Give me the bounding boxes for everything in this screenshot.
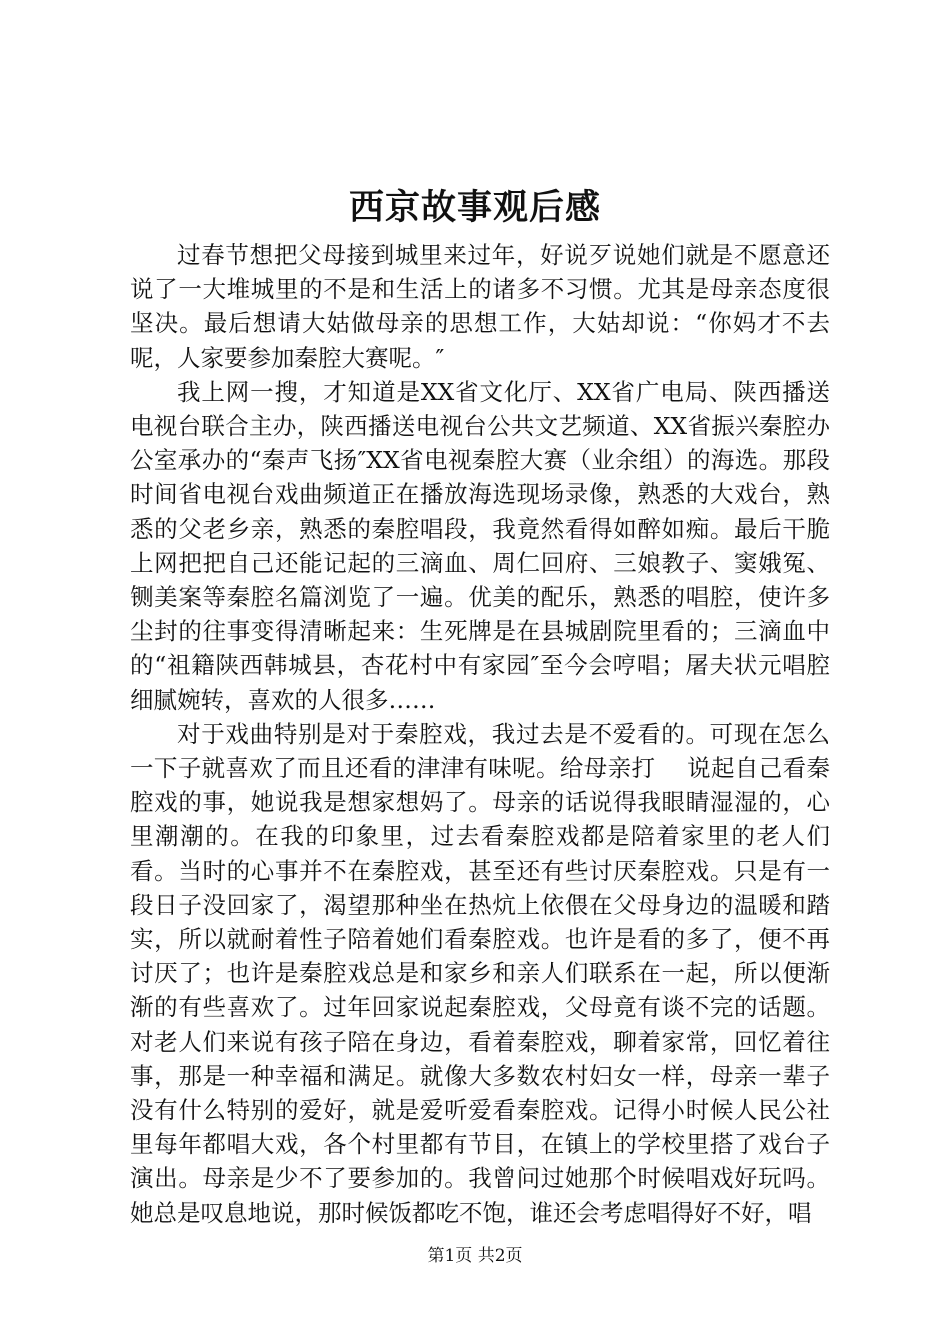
- document-body: [130, 238, 830, 1230]
- page-number: 第1页 共2页: [427, 1246, 523, 1266]
- document-title: 西京故事观后感: [348, 187, 601, 228]
- paragraph-1: 过春节想把父母接到城里来过年，好说歹说她们就是不愿意还说了一大堆城里的不是和生活上的诸多不习惯。尤其是母亲态度很坚决。最后想请大姑做母亲的思想工作，大姑却说：“你妈才不去呢，人家要参加秦腔大赛呢。″: [130, 241, 830, 372]
- paragraph-2: 我上网一搜，才知道是XX省文化厅、XX省广电局、陕西播送电视台联合主办，陕西播送电视台公共文艺频道、XX省振兴秦腔办公室承办的“秦声飞扬″XX省电视秦腔大赛（业余组）的海选。那段时间省电视台戏曲频道正在播放海选现场录像，熟悉的大戏台，熟悉的父老乡亲，熟悉的秦腔唱段，我竟然看得如醉如痴。最后干脆上网把把自己还能记起的三滴血、周仁回府、三娘教子、窦娥冤、铡美案等秦腔名篇浏览了一遍。优美的配乐，熟悉的唱腔，使许多尘封的往事变得清晰起来：生死牌是在县城剧院里看的；三滴血中的“祖籍陕西韩城县，杏花村中有家园″至今会哼唱；屠夫状元唱腔细腻婉转，喜欢的人很多……: [130, 377, 830, 714]
- page-footer: [0, 1244, 950, 1268]
- paragraph-3: 对于戏曲特别是对于秦腔戏，我过去是不爱看的。可现在怎么一下子就喜欢了而且还看的津津有味呢。给母亲打 说起自己看秦腔戏的事，她说我是想家想妈了。母亲的话说得我眼睛湿湿的，心里潮潮的。在我的印象里，过去看秦腔戏都是陪着家里的老人们看。当时的心事并不在秦腔戏，甚至还有些讨厌秦腔戏。只是有一段日子没回家了，渴望那种坐在热炕上依偎在父母身边的温暖和踏实，所以就耐着性子陪着她们看秦腔戏。也许是看的多了，便不再讨厌了；也许是秦腔戏总是和家乡和亲人们联系在一起，所以便渐渐的有些喜欢了。过年回家说起秦腔戏，父母竟有谈不完的话题。对老人们来说有孩子陪在身边，看着秦腔戏，聊着家常，回忆着往事，那是一种幸福和满足。就像大多数农村妇女一样，母亲一辈子没有什么特别的爱好，就是爱听爱看秦腔戏。记得小时候人民公社里每年都唱大戏，各个村里都有节目，在镇上的学校里搭了戏台子演出。母亲是少不了要参加的。我曾问过她那个时候唱戏好玩吗。她总是叹息地说，那时候饭都吃不饱，谁还会考虑唱得好不好，唱: [130, 719, 830, 1227]
